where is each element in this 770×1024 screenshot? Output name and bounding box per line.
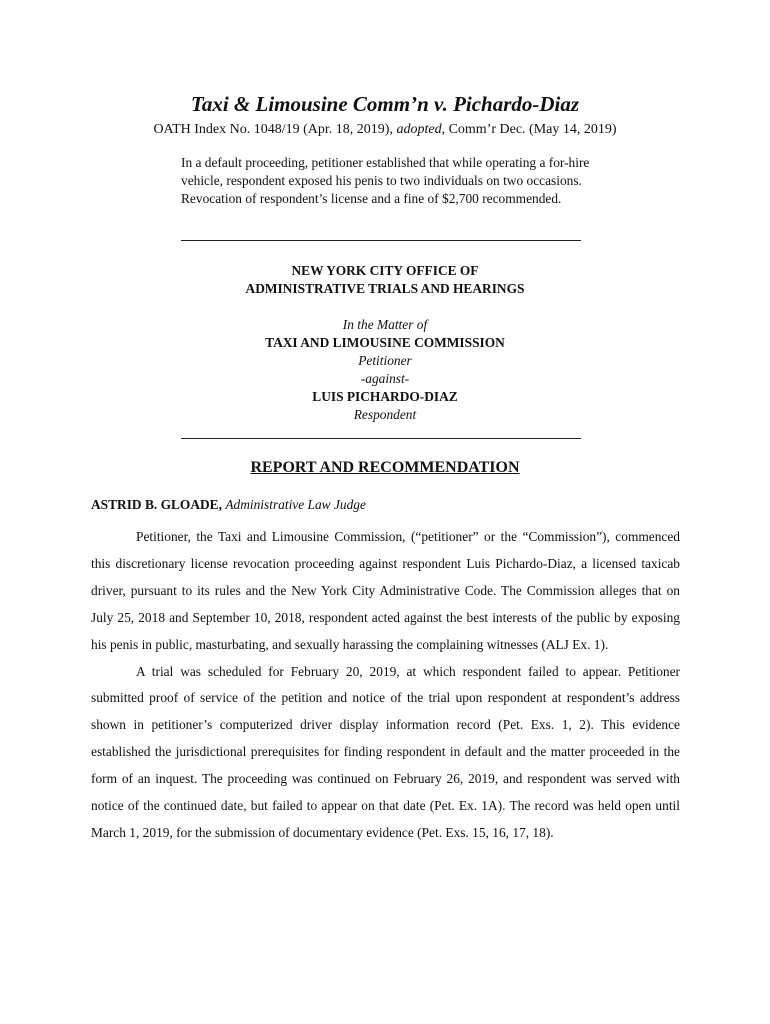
petitioner-role: Petitioner — [358, 353, 412, 368]
judge-role: Administrative Law Judge — [225, 497, 366, 512]
office-name-line1: NEW YORK CITY OFFICE OF — [291, 263, 479, 278]
divider-top — [181, 240, 581, 241]
case-summary: In a default proceeding, petitioner established that while operating a for-hire vehicle, respondent exposed his penis to two individuals on two occasions. Revocation of respondent’s license and a fine of $2,700 recommended. — [181, 155, 590, 206]
paragraph-1: Petitioner, the Taxi and Limousine Commission, (“petitioner” or the “Commission”), commenced this discretionary license revocation proceeding against respondent Luis Pichardo-Diaz, a licensed taxicab driver, pursuant to its rules and the New York City Administrative Code. The Commission alleges that on July 25, 2018 and September 10, 2018, respondent acted against the best interests of the public by exposing his penis in public, masturbating, and sexually harassing the complaining witnesses (ALJ Ex. 1). — [91, 529, 680, 652]
divider-bottom — [181, 438, 581, 439]
paragraph-2: A trial was scheduled for February 20, 2019, at which respondent failed to appear. Petitioner submitted proof of service of the petition and notice of the trial upon respondent at respondent’s address shown in petitioner’s computerized driver display information record (Pet. Exs. 1, 2). This evidence established the jurisdictional prerequisites for finding respondent in default and the matter proceeded in the form of an inquest. The proceeding was continued on February 26, 2019, and respondent was served with notice of the continued date, but failed to appear on that date (Pet. Ex. 1A). The record was held open until March 1, 2019, for the submission of documentary evidence (Pet. Exs. 15, 16, 17, 18). — [91, 663, 680, 840]
respondent-name: LUIS PICHARDO-DIAZ — [312, 389, 458, 404]
against-label: -against- — [360, 371, 410, 386]
office-name-line2: ADMINISTRATIVE TRIALS AND HEARINGS — [245, 281, 525, 296]
judge-line — [91, 497, 366, 513]
case-citation — [0, 122, 770, 138]
respondent-role: Respondent — [353, 407, 417, 422]
case-title: Taxi & Limousine Comm’n v. Pichardo-Diaz — [190, 92, 580, 116]
report-body — [91, 524, 680, 847]
citation-adopted: adopted — [396, 122, 442, 137]
judge-name: ASTRID B. GLOADE, — [91, 497, 222, 512]
case-caption — [0, 262, 770, 424]
petitioner-name: TAXI AND LIMOUSINE COMMISSION — [265, 335, 505, 350]
citation-decision: , Comm’r Dec. (May 14, 2019) — [441, 122, 617, 137]
citation-index: OATH Index No. 1048/19 (Apr. 18, 2019), — [153, 122, 397, 137]
matter-label: In the Matter of — [342, 317, 428, 332]
report-heading: REPORT AND RECOMMENDATION — [250, 459, 520, 476]
